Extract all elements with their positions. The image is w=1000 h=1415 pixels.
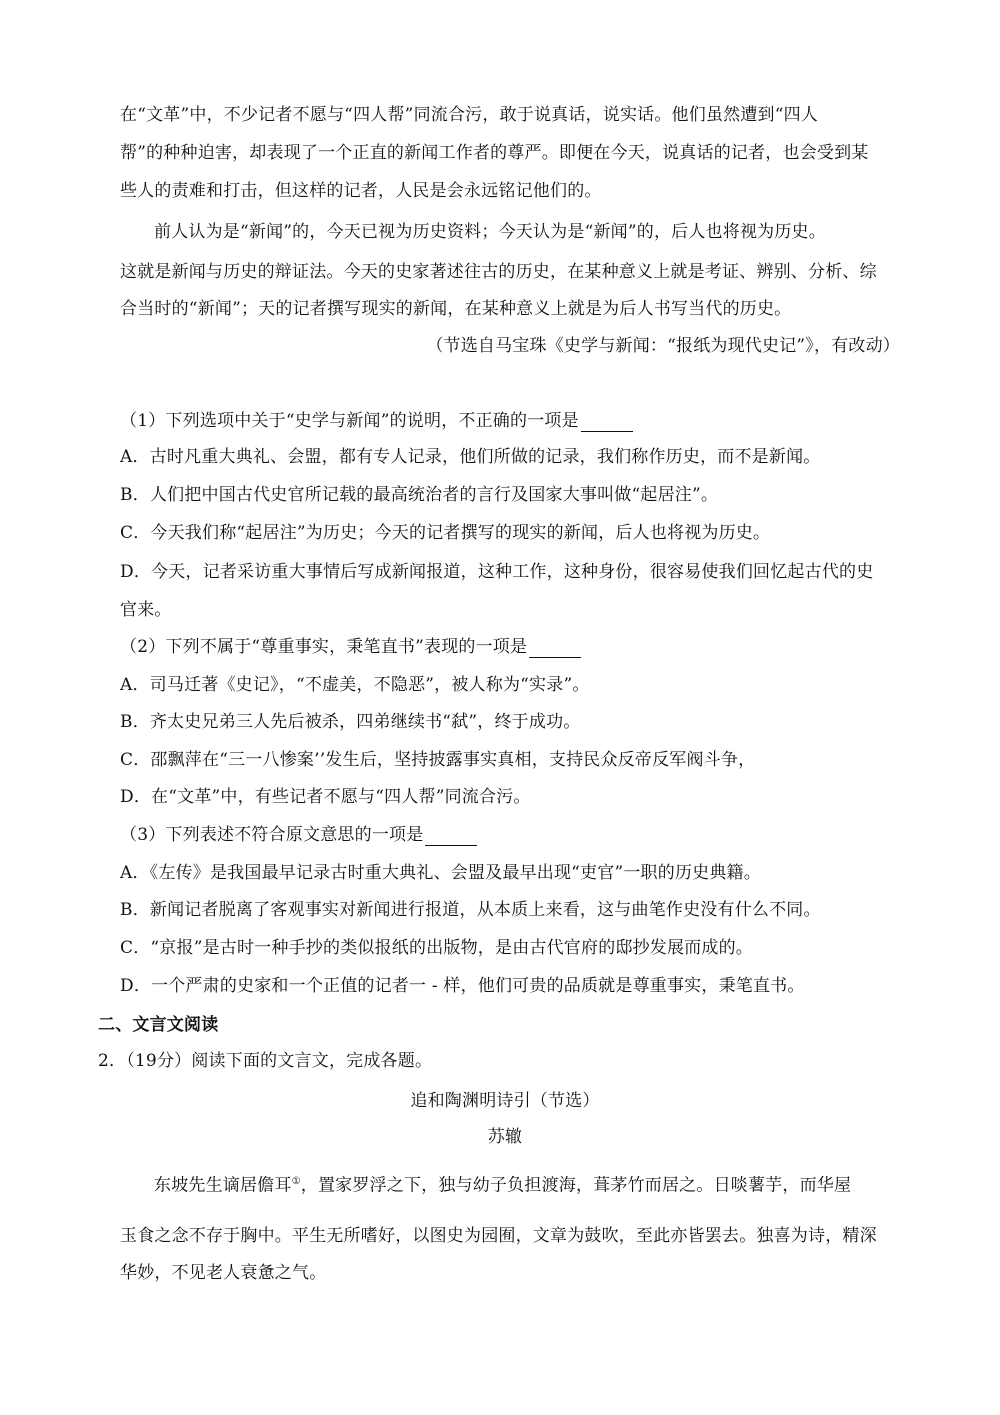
- section-question: 2．（19分）阅读下面的文言文，完成各题。: [98, 1051, 433, 1071]
- classical-para-line-1a: 东坡先生谪居儋耳: [154, 1175, 292, 1196]
- question-1-option-c: C．今天我们称“起居注”为历史；今天的记者撰写的现实的新闻，后人也将视为历史。: [120, 523, 771, 543]
- question-2-option-c: C．邵飘萍在“三一八惨案’’发生后，坚持披露事实真相，支持民众反帝反军阀斗争，: [120, 750, 756, 770]
- answer-blank-2: [529, 641, 581, 658]
- passage-line-6: 合当时的“新闻”；天的记者撰写现实的新闻，在某种意义上就是为后人书写当代的历史。: [120, 299, 792, 319]
- answer-blank-1: [581, 415, 633, 432]
- question-3-option-c: C．“京报”是古时一种手抄的类似报纸的出版物，是由古代官府的邸抄发展而成的。: [120, 938, 753, 958]
- question-1-option-b: B．人们把中国古代史官所记载的最高统治者的言行及国家大事叫做“起居注”。: [120, 485, 719, 505]
- question-3-option-a: A．《左传》是我国最早记录古时重大典礼、会盟及最早出现“吏官”一职的历史典籍。: [120, 863, 761, 883]
- passage-line-5: 这就是新闻与历史的辩证法。今天的史家著述往古的历史，在某种意义上就是考证、辨别、分析、综: [120, 262, 877, 282]
- passage-line-4: 前人认为是“新闻”的，今天已视为历史资料；今天认为是“新闻”的，后人也将视为历史。: [154, 222, 826, 242]
- classical-text-author: 苏辙: [487, 1127, 523, 1147]
- question-1-stem: [120, 410, 890, 432]
- question-2-option-b: B．齐太史兄弟三人先后被杀，四弟继续书“弑”，终于成功。: [120, 712, 581, 732]
- question-2-stem: [120, 636, 890, 658]
- classical-para-line-2: 玉食之念不存于胸中。平生无所嗜好，以图史为园囿，文章为鼓吹，至此亦皆罢去。独喜为诗，精深: [120, 1226, 877, 1246]
- question-2-option-a: A．司马迁著《史记》，“不虚美，不隐恶”，被人称为“实录”。: [120, 675, 590, 695]
- passage-source: （节选自马宝珠《史学与新闻：“报纸为现代史记”》，有改动）: [426, 336, 900, 356]
- question-3-stem-text: （3）下列表述不符合原文意思的一项是: [120, 825, 424, 845]
- question-2-option-d: D．在“文革”中，有些记者不愿与“四人帮”同流合污。: [120, 787, 531, 807]
- question-2-stem-text: （2）下列不属于“尊重事实，秉笔直书”表现的一项是: [120, 637, 528, 657]
- question-3-option-b: B．新闻记者脱离了客观事实对新闻进行报道，从本质上来看，这与曲笔作史没有什么不同。: [120, 900, 821, 920]
- section-heading: 二、文言文阅读: [98, 1015, 219, 1035]
- answer-blank-3: [425, 829, 477, 846]
- classical-para-line-1: [154, 1171, 924, 1197]
- classical-para-line-1b: ，置家罗浮之下，独与幼子负担渡海，葺茅竹而居之。日啖薯芋，而华屋: [300, 1175, 852, 1196]
- question-1-option-a: A．古时凡重大典礼、会盟，都有专人记录，他们所做的记录，我们称作历史，而不是新闻。: [120, 447, 821, 467]
- question-1-option-d-cont: 官来。: [120, 600, 172, 620]
- question-1-stem-text: （1）下列选项中关于“史学与新闻”的说明，不正确的一项是: [120, 411, 579, 431]
- question-3-option-d: D．一个严肃的史家和一个正值的记者一 - 样，他们可贵的品质就是尊重事实，秉笔直书。: [120, 976, 805, 996]
- question-1-option-d: D．今天，记者采访重大事情后写成新闻报道，这种工作，这种身份，很容易使我们回忆起古代的史: [120, 562, 874, 582]
- question-3-stem: [120, 824, 890, 846]
- footnote-marker: ①: [291, 1176, 301, 1187]
- passage-line-1: 在“文革”中，不少记者不愿与“四人帮”同流合污，敢于说真话，说实话。他们虽然遭到“四人: [120, 105, 819, 125]
- passage-line-3: 些人的责难和打击，但这样的记者，人民是会永远铭记他们的。: [120, 181, 602, 201]
- passage-line-2: 帮”的种种迫害，却表现了一个正直的新闻工作者的尊严。即便在今天，说真话的记者，也会受到某: [120, 143, 869, 163]
- classical-text-title: 追和陶渊明诗引（节选）: [410, 1091, 600, 1111]
- classical-para-line-3: 华妙，不见老人衰惫之气。: [120, 1263, 327, 1283]
